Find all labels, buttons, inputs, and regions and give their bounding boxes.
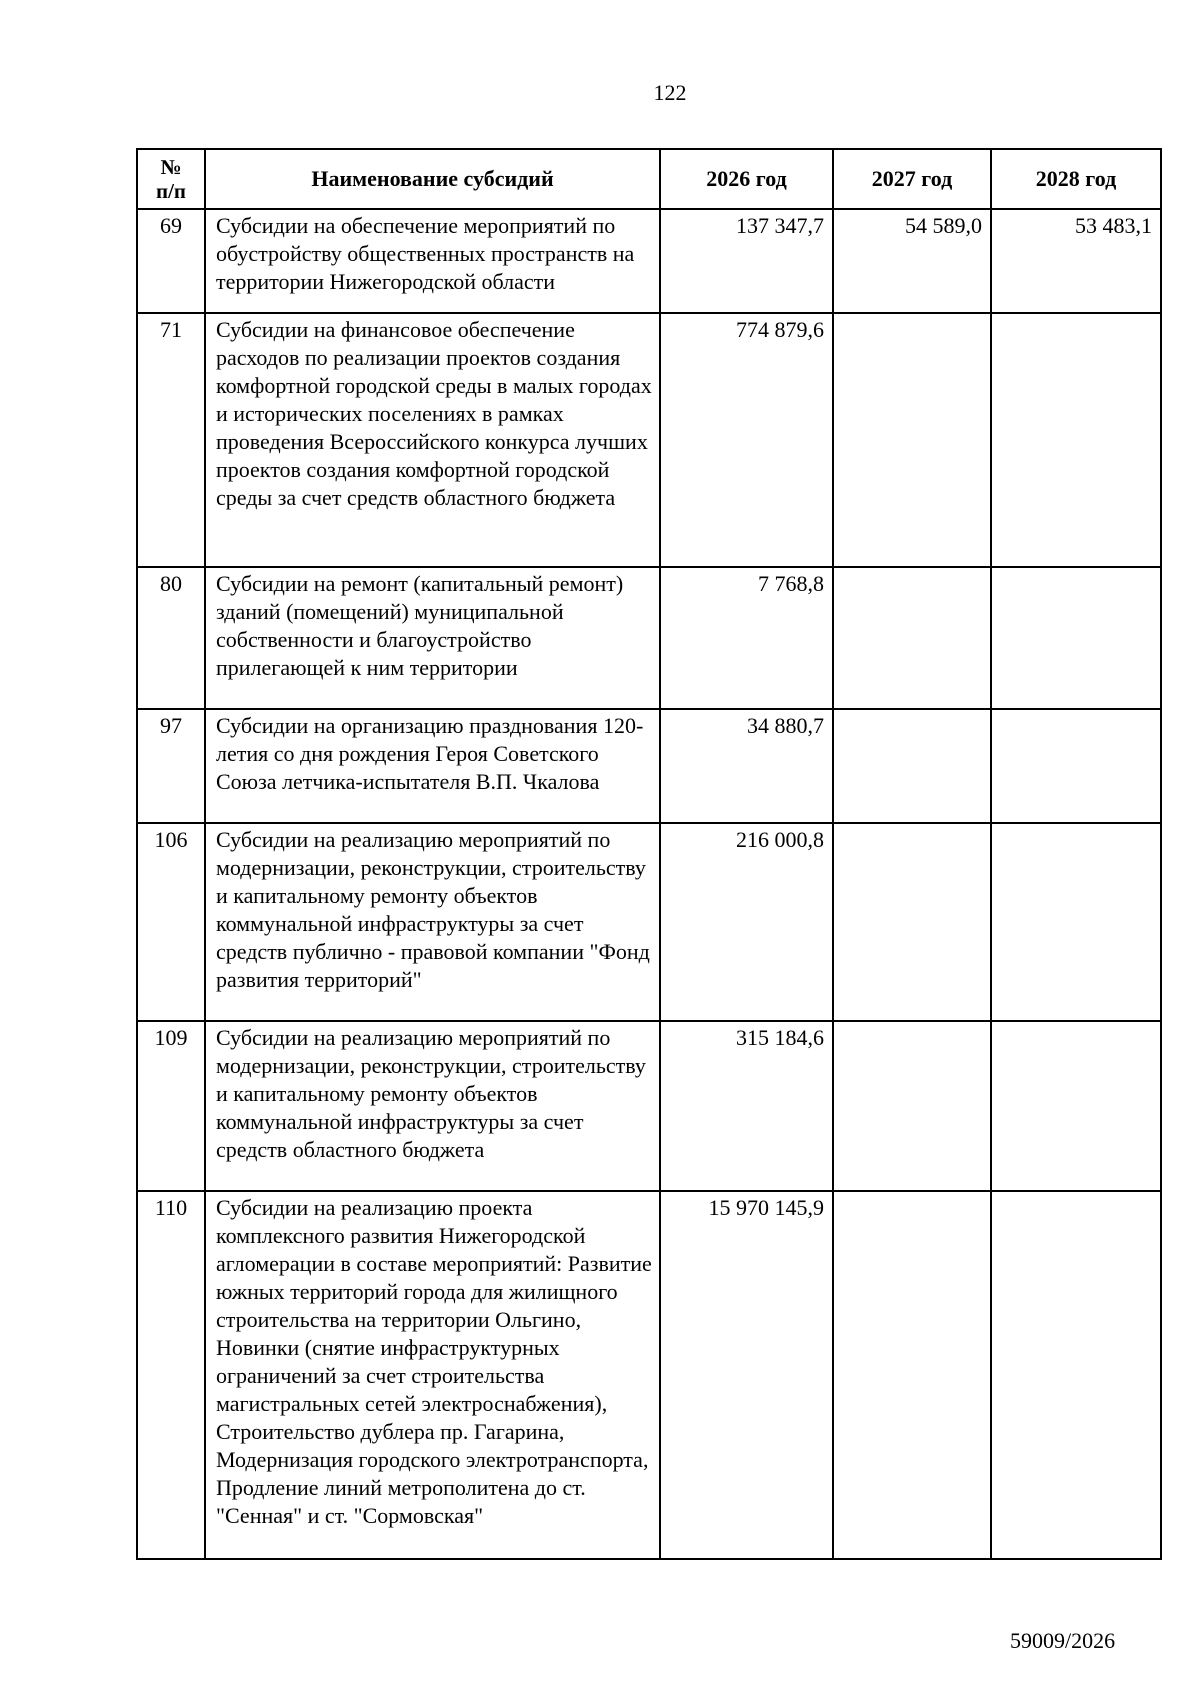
table-row bbox=[137, 823, 1161, 1021]
row-name: Субсидии на организацию празднования 120-летия со дня рождения Героя Советского Союза летчика-испытателя В.П. Чкалова bbox=[205, 709, 660, 823]
row-value-2026: 15 970 145,9 bbox=[660, 1191, 833, 1559]
header-2027: 2027 год bbox=[833, 149, 991, 209]
header-2028: 2028 год bbox=[991, 149, 1161, 209]
row-value-2027 bbox=[833, 1021, 991, 1191]
row-value-2028 bbox=[991, 567, 1161, 709]
row-value-2028 bbox=[991, 1191, 1161, 1559]
row-value-2028 bbox=[991, 709, 1161, 823]
row-value-2028 bbox=[991, 313, 1161, 567]
row-number: 109 bbox=[137, 1021, 205, 1191]
table-row bbox=[137, 1021, 1161, 1191]
row-number: 110 bbox=[137, 1191, 205, 1559]
document-code: 59009/2026 bbox=[1010, 1628, 1116, 1653]
row-value-2027 bbox=[833, 1191, 991, 1559]
table-row bbox=[137, 1191, 1161, 1559]
row-name: Субсидии на реализацию мероприятий по модернизации, реконструкции, строительству и капитальному ремонту объектов коммунальной инфраструктуры за счет средств публично - правовой компании "Фонд развития территорий" bbox=[205, 823, 660, 1021]
row-value-2027 bbox=[833, 567, 991, 709]
header-name: Наименование субсидий bbox=[205, 149, 660, 209]
row-value-2026: 34 880,7 bbox=[660, 709, 833, 823]
row-name: Субсидии на финансовое обеспечение расходов по реализации проектов создания комфортной городской среды в малых городах и исторических поселениях в рамках проведения Всероссийского конкурса лучших проектов создания комфортной городской среды за счет средств областного бюджета bbox=[205, 313, 660, 567]
row-value-2026: 137 347,7 bbox=[660, 209, 833, 313]
row-value-2027 bbox=[833, 823, 991, 1021]
table-row bbox=[137, 567, 1161, 709]
row-number: 97 bbox=[137, 709, 205, 823]
row-value-2026: 7 768,8 bbox=[660, 567, 833, 709]
subsidies-table bbox=[136, 148, 1162, 1560]
row-number: 80 bbox=[137, 567, 205, 709]
table-row bbox=[137, 209, 1161, 313]
row-name: Субсидии на реализацию мероприятий по модернизации, реконструкции, строительству и капитальному ремонту объектов коммунальной инфраструктуры за счет средств областного бюджета bbox=[205, 1021, 660, 1191]
row-name: Субсидии на обеспечение мероприятий по обустройству общественных пространств на территории Нижегородской области bbox=[205, 209, 660, 313]
row-value-2026: 216 000,8 bbox=[660, 823, 833, 1021]
header-2026: 2026 год bbox=[660, 149, 833, 209]
row-name: Субсидии на ремонт (капитальный ремонт) зданий (помещений) муниципальной собственности и благоустройство прилегающей к ним территории bbox=[205, 567, 660, 709]
header-number bbox=[137, 149, 205, 209]
row-value-2028: 53 483,1 bbox=[991, 209, 1161, 313]
row-value-2027 bbox=[833, 313, 991, 567]
table-row bbox=[137, 313, 1161, 567]
row-name: Субсидии на реализацию проекта комплексного развития Нижегородской агломерации в составе мероприятий: Развитие южных территорий города для жилищного строительства на территории Ольгино, Новинки (снятие инфраструктурных ограничений за счет строительства магистральных сетей электроснабжения), Строительство дублера пр. Гагарина, Модернизация городского электротранспорта, Продление линий метрополитена до ст. "Сенная" и ст. "Сормовская" bbox=[205, 1191, 660, 1559]
row-value-2027 bbox=[833, 709, 991, 823]
row-number: 106 bbox=[137, 823, 205, 1021]
row-value-2026: 774 879,6 bbox=[660, 313, 833, 567]
row-value-2026: 315 184,6 bbox=[660, 1021, 833, 1191]
table-header-row bbox=[137, 149, 1161, 209]
row-value-2028 bbox=[991, 823, 1161, 1021]
row-value-2027: 54 589,0 bbox=[833, 209, 991, 313]
row-number: 69 bbox=[137, 209, 205, 313]
table-row bbox=[137, 709, 1161, 823]
row-value-2028 bbox=[991, 1021, 1161, 1191]
header-number-label: № п/п bbox=[155, 155, 187, 203]
row-number: 71 bbox=[137, 313, 205, 567]
page-number: 122 bbox=[653, 80, 687, 105]
